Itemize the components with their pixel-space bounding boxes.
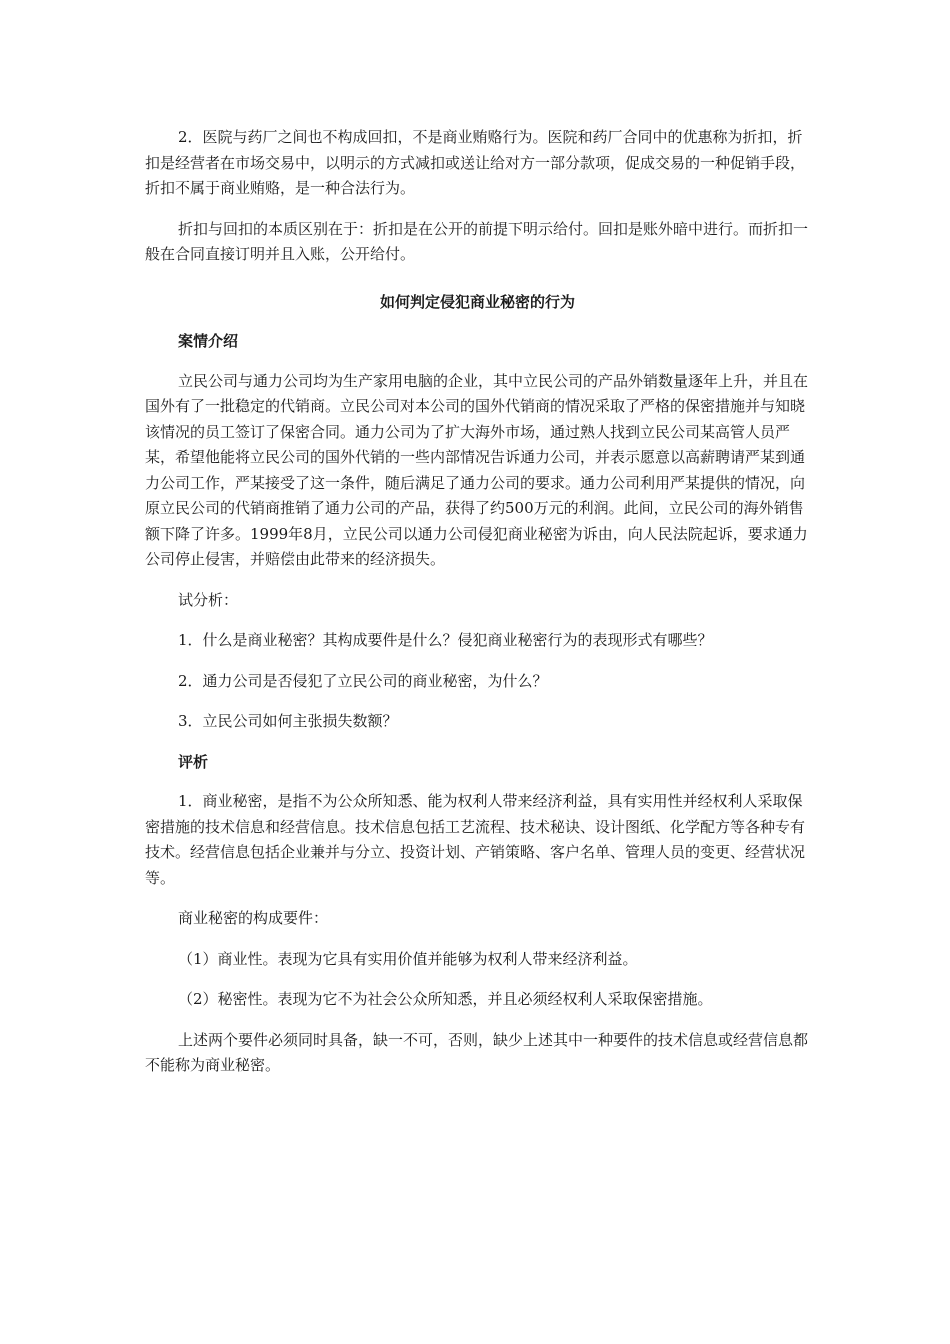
document-body xyxy=(145,125,810,1094)
paragraph-discount-not-bribery: 2．医院与药厂之间也不构成回扣，不是商业贿赂行为。医院和药厂合同中的优惠称为折扣，折扣是经营者在市场交易中，以明示的方式减扣或送让给对方一部分款项，促成交易的一种促销手段，折扣不属于商业贿赂，是一种合法行为。 xyxy=(145,128,806,197)
question-3: 3．立民公司如何主张损失数额？ xyxy=(178,712,398,730)
heading-case-intro: 案情介绍 xyxy=(178,332,239,350)
section-title: 如何判定侵犯商业秘密的行为 xyxy=(379,292,575,311)
analysis-element-2: （2）秘密性。表现为它不为社会公众所知悉，并且必须经权利人采取保密措施。 xyxy=(178,990,713,1008)
analysis-conclusion: 上述两个要件必须同时具备，缺一不可，否则，缺少上述其中一种要件的技术信息或经营信息都不能称为商业秘密。 xyxy=(145,1030,809,1074)
analysis-element-1: （1）商业性。表现为它具有实用价值并能够为权利人带来经济利益。 xyxy=(178,949,638,968)
analysis-paragraph-1: 1．商业秘密，是指不为公众所知悉、能为权利人带来经济利益，具有实用性并经权利人采取保密措施的技术信息和经营信息。技术信息包括工艺流程、技术秘诀、设计图纸、化学配方等各种专有技术。经营信息包括企业兼并与分立、投资计划、产销策略、客户名单、管理人员的变更、经营状况等。 xyxy=(145,792,806,887)
question-intro: 试分析： xyxy=(178,590,239,609)
paragraph-discount-vs-kickback: 折扣与回扣的本质区别在于：折扣是在公开的前提下明示给付。回扣是账外暗中进行。而折扣一般在合同直接订明并且入账，公开给付。 xyxy=(145,219,809,263)
paragraph-case-description: 立民公司与通力公司均为生产家用电脑的企业，其中立民公司的产品外销数量逐年上升，并且在国外有了一批稳定的代销商。立民公司对本公司的国外代销商的情况采取了严格的保密措施并与知晓该情况的员工签订了保密合同。通力公司为了扩大海外市场，通过熟人找到立民公司某高管人员严某，希望他能将立民公司的国外代销的一些内部情况告诉通力公司，并表示愿意以高薪聘请严某到通力公司工作，严某接受了这一条件，随后满足了通力公司的要求。通力公司利用严某提供的情况，向原立民公司的代销商推销了通力公司的产品，获得了约500万元的利润。此间，立民公司的海外销售额下降了许多。1999年8月，立民公司以通力公司侵犯商业秘密为诉由，向人民法院起诉，要求通力公司停止侵害，并赔偿由此带来的经济损失。 xyxy=(145,371,809,568)
question-1: 1．什么是商业秘密？其构成要件是什么？侵犯商业秘密行为的表现形式有哪些？ xyxy=(178,631,713,649)
question-2: 2．通力公司是否侵犯了立民公司的商业秘密，为什么？ xyxy=(178,671,548,690)
analysis-elements-intro: 商业秘密的构成要件： xyxy=(178,909,329,927)
heading-analysis: 评析 xyxy=(178,752,209,771)
